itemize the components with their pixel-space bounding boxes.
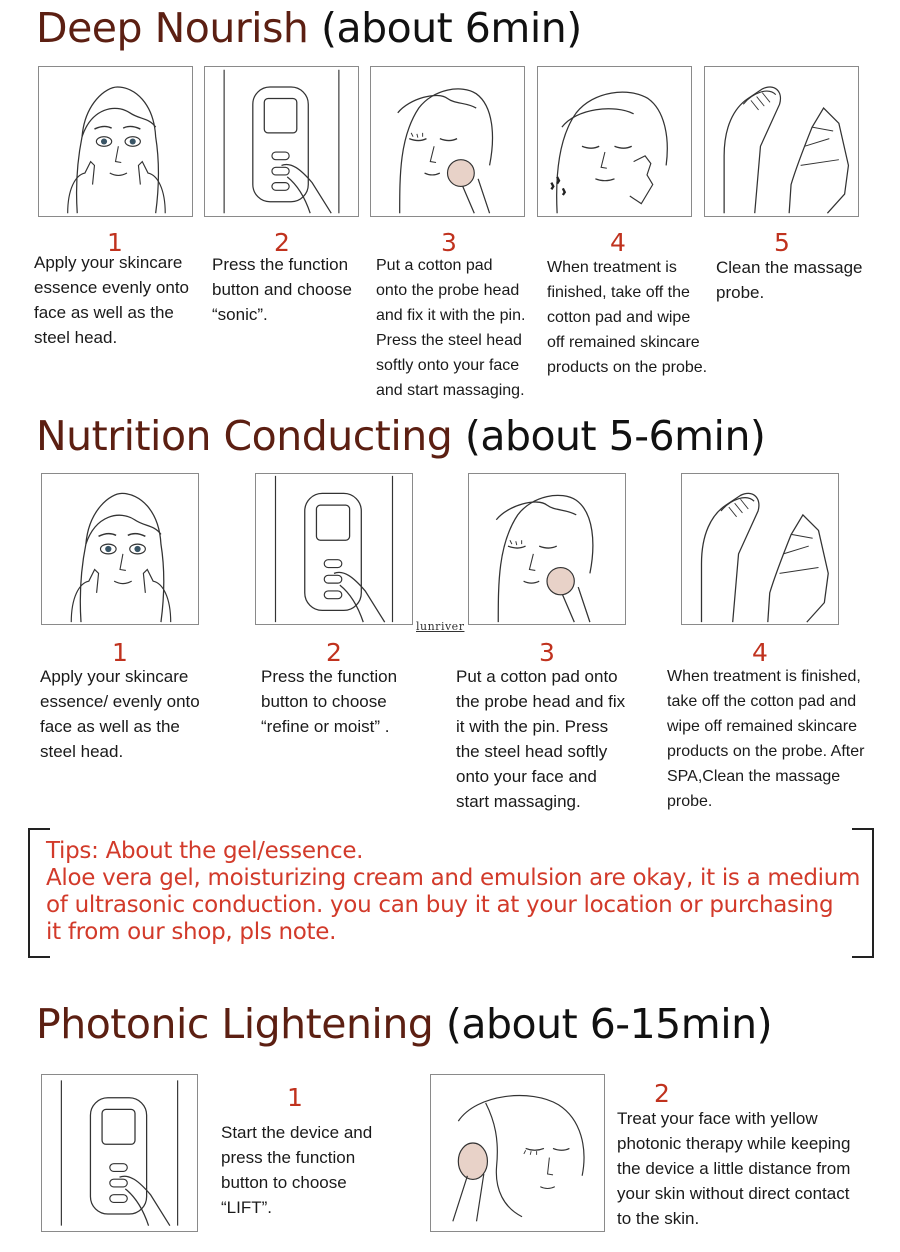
tips-line: it from our shop, pls note. xyxy=(46,919,337,945)
illustration-start-device xyxy=(41,1074,198,1232)
step-line: onto the probe head xyxy=(376,282,520,299)
step-number: 4 xyxy=(610,228,626,257)
step-line: “refine or moist” . xyxy=(261,717,390,736)
section-title-time: (about 6min) xyxy=(320,4,582,52)
step-line: steel head. xyxy=(40,742,124,761)
step-line: Press the function xyxy=(261,667,398,686)
step-line: products on the probe. After xyxy=(667,743,865,760)
step-description xyxy=(221,1120,421,1220)
step-line: press the function xyxy=(221,1148,356,1167)
step-number: 2 xyxy=(326,638,342,667)
step-line: face as well as the xyxy=(34,303,174,322)
section-title-nutrition-conducting xyxy=(36,412,766,460)
tips-text xyxy=(46,838,876,946)
step-line: button to choose xyxy=(221,1173,347,1192)
step-number: 3 xyxy=(539,638,555,667)
section-title-deep-nourish xyxy=(36,4,582,52)
illustration-wipe-probe xyxy=(537,66,692,217)
step-line: button to choose xyxy=(261,692,387,711)
step-line: the steel head softly xyxy=(456,742,608,761)
step-number: 1 xyxy=(287,1083,303,1112)
step-line: wipe off remained skincare xyxy=(667,718,858,735)
section-title-main: Photonic Lightening xyxy=(36,1000,434,1048)
step-line: SPA,Clean the massage xyxy=(667,768,841,785)
step-line: and start massaging. xyxy=(376,382,525,399)
step-line: “sonic”. xyxy=(212,305,268,324)
step-line: Treat your face with yellow xyxy=(617,1109,818,1128)
step-line: start massaging. xyxy=(456,792,581,811)
step-description xyxy=(376,253,542,403)
step-line: softly onto your face xyxy=(376,357,520,374)
step-number: 3 xyxy=(441,228,457,257)
section-title-main: Nutrition Conducting xyxy=(36,412,453,460)
step-line: take off the cotton pad and xyxy=(667,693,857,710)
step-line: steel head. xyxy=(34,328,118,347)
step-line: finished, take off the xyxy=(547,284,690,301)
step-line: and fix it with the pin. xyxy=(376,307,526,324)
illustration-clean-probe xyxy=(704,66,859,217)
step-line: Put a cotton pad onto xyxy=(456,667,618,686)
step-line: cotton pad and wipe xyxy=(547,309,691,326)
step-line: your skin without direct contact xyxy=(617,1184,850,1203)
step-number: 2 xyxy=(654,1079,670,1108)
illustration-massage-face xyxy=(370,66,525,217)
section-title-main: Deep Nourish xyxy=(36,4,309,52)
step-description xyxy=(456,664,656,814)
step-description xyxy=(34,250,206,350)
illustration-clean-probe xyxy=(681,473,839,625)
step-line: Put a cotton pad xyxy=(376,257,493,274)
step-line: essence/ evenly onto xyxy=(40,692,200,711)
step-description xyxy=(716,255,886,305)
step-line: products on the probe. xyxy=(547,359,708,376)
step-line: When treatment is xyxy=(547,259,677,276)
step-line: Apply your skincare xyxy=(40,667,189,686)
step-number: 4 xyxy=(752,638,768,667)
step-description xyxy=(617,1106,897,1231)
step-line: the device a little distance from xyxy=(617,1159,851,1178)
section-title-time: (about 6-15min) xyxy=(445,1000,773,1048)
section-title-photonic-lightening xyxy=(36,1000,773,1048)
tips-line: of ultrasonic conduction. you can buy it at your location or purchasing xyxy=(46,892,834,918)
step-line: onto your face and xyxy=(456,767,597,786)
illustration-massage-face xyxy=(468,473,626,625)
illustration-press-button xyxy=(255,473,413,625)
step-line: off remained skincare xyxy=(547,334,700,351)
step-line: probe. xyxy=(667,793,713,810)
watermark-text: lunriver xyxy=(416,620,465,633)
step-description xyxy=(547,255,713,380)
step-line: essence evenly onto xyxy=(34,278,189,297)
step-line: it with the pin. Press xyxy=(456,717,609,736)
illustration-apply-essence xyxy=(38,66,193,217)
step-line: Press the steel head xyxy=(376,332,522,349)
step-line: face as well as the xyxy=(40,717,180,736)
step-number: 2 xyxy=(274,228,290,257)
step-line: When treatment is finished, xyxy=(667,668,861,685)
step-description xyxy=(667,664,897,814)
step-line: photonic therapy while keeping xyxy=(617,1134,851,1153)
illustration-photonic-therapy xyxy=(430,1074,605,1232)
illustration-apply-essence xyxy=(41,473,199,625)
tips-line: Aloe vera gel, moisturizing cream and emulsion are okay, it is a medium xyxy=(46,865,861,891)
step-description xyxy=(261,664,451,739)
step-line: the probe head and fix xyxy=(456,692,626,711)
illustration-press-button xyxy=(204,66,359,217)
step-line: button and choose xyxy=(212,280,352,299)
step-description xyxy=(40,664,240,764)
step-line: to the skin. xyxy=(617,1209,700,1228)
step-line: probe. xyxy=(716,283,765,302)
step-number: 5 xyxy=(774,228,790,257)
step-description xyxy=(212,252,372,327)
step-line: Start the device and xyxy=(221,1123,373,1142)
section-title-time: (about 5-6min) xyxy=(464,412,766,460)
step-line: “LIFT”. xyxy=(221,1198,272,1217)
step-line: Apply your skincare xyxy=(34,253,183,272)
step-number: 1 xyxy=(112,638,128,667)
step-number: 1 xyxy=(107,228,123,257)
step-line: Press the function xyxy=(212,255,349,274)
tips-heading: Tips: About the gel/essence. xyxy=(46,838,364,864)
step-line: Clean the massage xyxy=(716,258,863,277)
tips-box xyxy=(28,828,874,958)
